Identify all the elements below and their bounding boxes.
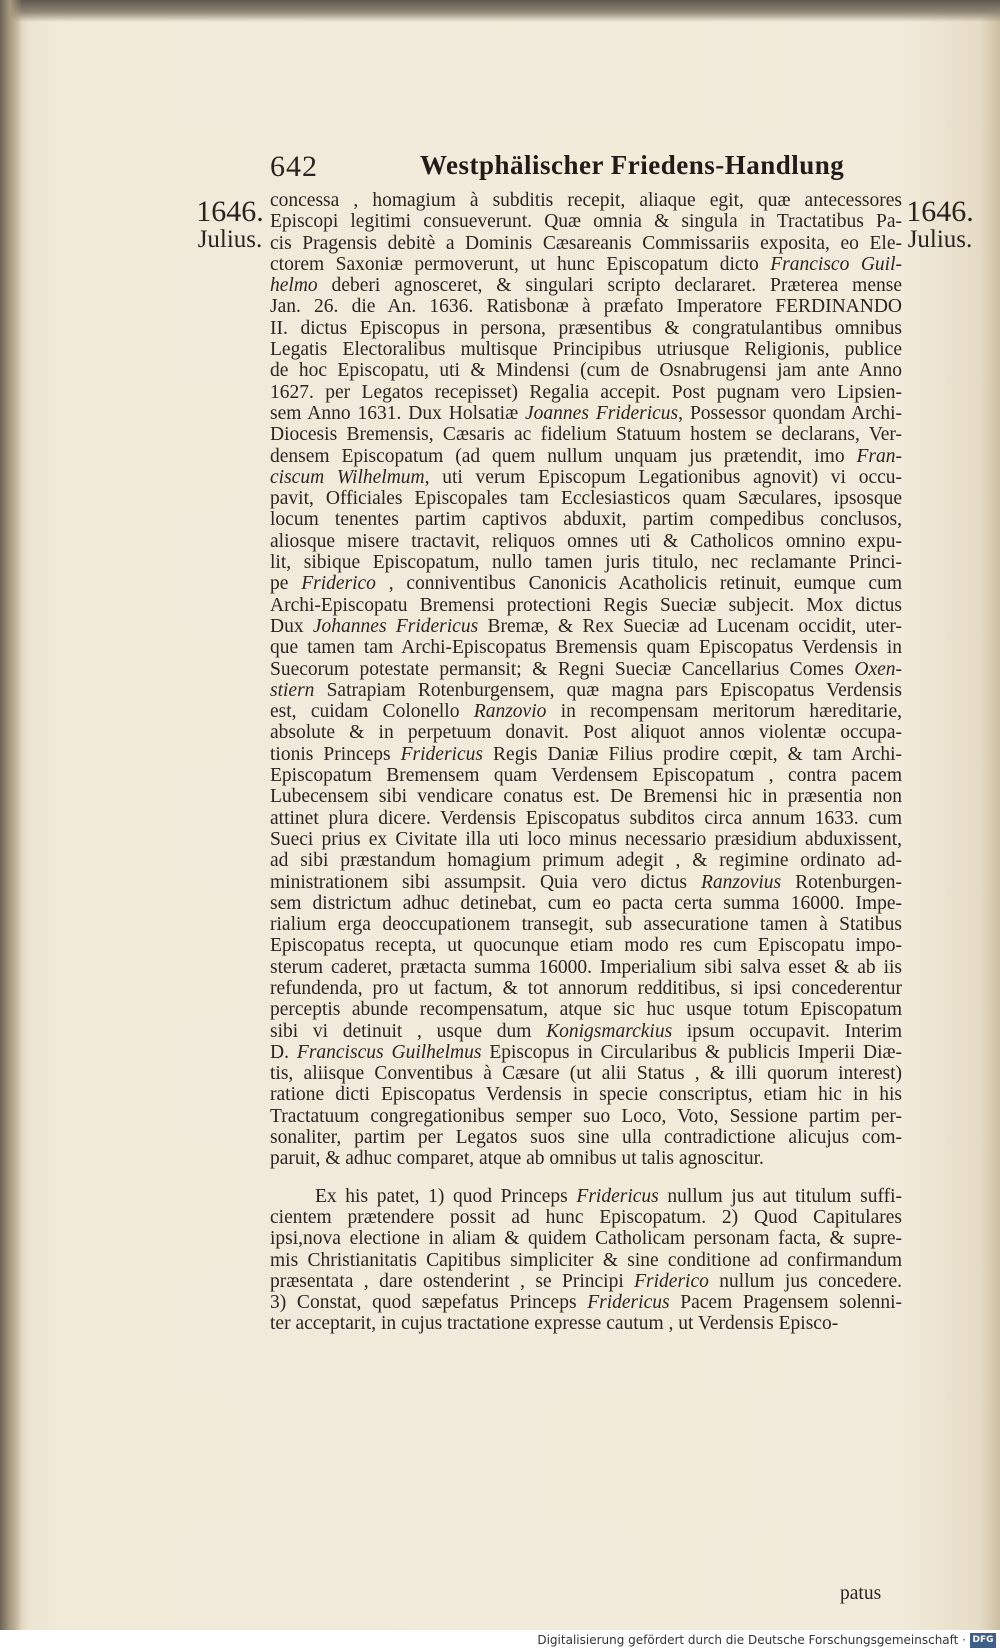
text-line: Legatis Electoralibus multisque Principibus utriusque Religionis, publice [270, 339, 902, 361]
margin-year-left: 1646. [196, 195, 264, 228]
text-line: II. dictus Episcopus in persona, præsentibus & congratulantibus omnibus [270, 317, 902, 339]
text-line: Ex his patet, 1) quod Princeps Fridericus nullum jus aut titulum suffi- [315, 1185, 902, 1207]
text-line: 3) Constat, quod sæpefatus Princeps Fridericus Pacem Pragensem solenni- [270, 1292, 902, 1314]
text-line: D. Franciscus Guilhelmus Episcopus in Circularibus & publicis Imperii Diæ- [270, 1041, 902, 1063]
dfg-logo-icon: DFG [970, 1633, 996, 1648]
text-line: ratione dicti Episcopatus Verdensis in specie conscriptus, etiam hic in his [270, 1084, 902, 1106]
text-line: Episcopi legitimi consueverunt. Quæ omnia & singula in Tractatibus Pa- [270, 211, 902, 233]
footer-bar [0, 1630, 1000, 1652]
text-line: mis Christianitatis Capitibus simpliciter & sine conditione ad confirmandum [270, 1249, 902, 1271]
text-line: cis Pragensis debitè a Dominis Cæsareanis Commissariis exposita, eo Ele- [270, 232, 902, 254]
margin-month-left: Julius. [197, 226, 263, 253]
funding-credit: Digitalisierung gefördert durch die Deutsche Forschungsgemeinschaft · [537, 1633, 966, 1647]
text-line: Tractatuum congregationibus semper suo Loco, Voto, Sessione partim per- [270, 1105, 902, 1127]
text-line: pe Friderico , conniventibus Canonicis Acatholicis retinuit, eumque cum [270, 573, 902, 595]
text-line: refundenda, pro ut factum, & tot annorum redditibus, si ipsi concederentur [270, 977, 902, 999]
page-top-edge [0, 0, 1000, 22]
text-line: aliosque misere tractavit, reliquos omnes uti & Catholicos omnino expu- [270, 530, 902, 552]
text-line: Sueci prius ex Civitate illa uti loco minus necessario præsidium abduxissent, [270, 828, 902, 850]
text-line: absolute & in perpetuum donavit. Post aliquot annos violentæ occupa- [270, 722, 902, 744]
margin-year-right: 1646. [906, 195, 974, 228]
text-line: tis, aliisque Conventibus à Cæsare (ut alii Status , & illi quorum interest) [270, 1063, 902, 1085]
text-line: perceptis abunde recompensatum, atque sic huc usque totum Episcopatum [270, 999, 902, 1021]
paragraph-2 [270, 1186, 902, 1335]
text-line: helmo deberi agnosceret, & singulari scripto declararet. Præterea mense [270, 275, 902, 297]
text-line: Archi-Episcopatu Bremensi protectioni Regis Sueciæ subjecit. Mox dictus [270, 594, 902, 616]
text-line: attinet plura dicere. Verdensis Episcopatus subditos circa annum 1633. cum [270, 807, 902, 829]
text-line: paruit, & adhuc comparet, atque ab omnibus ut talis agnoscitur. [270, 1148, 764, 1170]
text-line: sibi vi detinuit , usque dum Konigsmarckius ipsum occupavit. Interim [270, 1020, 902, 1042]
running-title: Westphälischer Friedens-Handlung [420, 150, 845, 180]
text-line: sterum caderet, prætacta summa 16000. Imperialium sibi salva esset & ab iis [270, 956, 902, 978]
text-line: de hoc Episcopatu, uti & Mindensi (cum de Osnabrugensi jam ante Anno [270, 360, 902, 382]
text-line: rialium erga deoccupationem transegit, sub assecuratione tamen à Statibus [270, 914, 902, 936]
text-line: Suecorum potestate permansit; & Regni Sueciæ Cancellarius Comes Oxen- [270, 658, 902, 680]
text-line: ter acceptarit, in cujus tractatione expresse cautum , ut Verdensis Episco- [270, 1313, 839, 1335]
text-line: præsentata , dare ostenderint , se Principi Friderico nullum jus concedere. [270, 1270, 902, 1292]
body-text [270, 190, 902, 1335]
running-head [270, 150, 845, 190]
text-line: Diocesis Bremensis, Cæsaris ac fidelium Statuum hostem se declarans, Ver- [270, 424, 902, 446]
text-line: pavit, Officiales Episcopales tam Ecclesiasticos quam Sæculares, ipsosque [270, 488, 902, 510]
text-line: lit, sibique Episcopatum, nullo tamen juris titulo, nec reclamante Princi- [270, 552, 902, 574]
text-line: ipsi,nova electione in aliam & quidem Catholicam personam facta, & supre- [270, 1228, 902, 1250]
text-line: ministrationem sibi assumpsit. Quia vero dictus Ranzovius Rotenburgen- [270, 871, 902, 893]
text-line: Episcopatus recepta, ut quocunque etiam modo res cum Episcopatu impo- [270, 935, 902, 957]
text-line: tionis Princeps Fridericus Regis Daniæ Filius prodire cœpit, & tam Archi- [270, 743, 903, 765]
page-number: 642 [270, 150, 318, 183]
text-line: sem Anno 1631. Dux Holsatiæ Joannes Fridericus, Possessor quondam Archi- [270, 402, 902, 424]
paragraph-1 [270, 190, 902, 1170]
text-line: que tamen tam Archi-Episcopatus Bremensis quam Episcopatus Verdensis in [270, 637, 902, 659]
text-line: est, cuidam Colonello Ranzovio in recompensam meritorum hæreditarie, [270, 701, 902, 723]
text-line: Jan. 26. die An. 1636. Ratisbonæ à præfato Imperatore FERDINANDO [270, 296, 902, 318]
page-gutter [0, 0, 22, 1630]
text-line: sonaliter, partim per Legatos suos sine ulla contradictione alicujus com- [270, 1127, 902, 1149]
text-line: stiern Satrapiam Rotenburgensem, quæ magna pars Episcopatus Verdensis [270, 679, 902, 701]
margin-date-right [900, 195, 980, 254]
text-line: sem districtum adhuc detinebat, cum eo pacta certa summa 16000. Impe- [270, 892, 902, 914]
text-line: ciscum Wilhelmum, uti verum Episcopum Legationibus agnovit) vi occu- [270, 466, 902, 488]
text-line: 1627. per Legatos recepisset) Regalia accepit. Post pugnam vero Lipsien- [270, 381, 902, 403]
text-line: Lubecensem sibi vendicare conatus est. De Bremensi hic in præsentia non [270, 786, 902, 808]
text-line: densem Episcopatum (ad quem nullum unquam jus prætendit, imo Fran- [270, 445, 902, 467]
catchword: patus [840, 1583, 882, 1604]
text-line: Episcopatum Bremensem quam Verdensem Episcopatum , contra pacem [270, 765, 902, 787]
text-line: locum tenentes partim captivos abduxit, partim compedibus conclusos, [270, 509, 902, 531]
text-line: Dux Johannes Fridericus Bremæ, & Rex Sueciæ ad Lucenam occidit, uter- [270, 615, 902, 637]
text-line: ad sibi præstandum homagium primum adegit , & regimine ordinato ad- [270, 850, 902, 872]
text-line: ctorem Saxoniæ permoverunt, ut hunc Episcopatum dicto Francisco Guil- [270, 253, 903, 275]
margin-month-right: Julius. [907, 226, 973, 253]
text-line: cientem prætendere possit ad hunc Episcopatum. 2) Quod Capitulares [270, 1206, 902, 1228]
text-line: concessa , homagium à subditis recepit, aliaque egit, quæ antecessores [270, 190, 902, 211]
margin-date-left [190, 195, 270, 254]
